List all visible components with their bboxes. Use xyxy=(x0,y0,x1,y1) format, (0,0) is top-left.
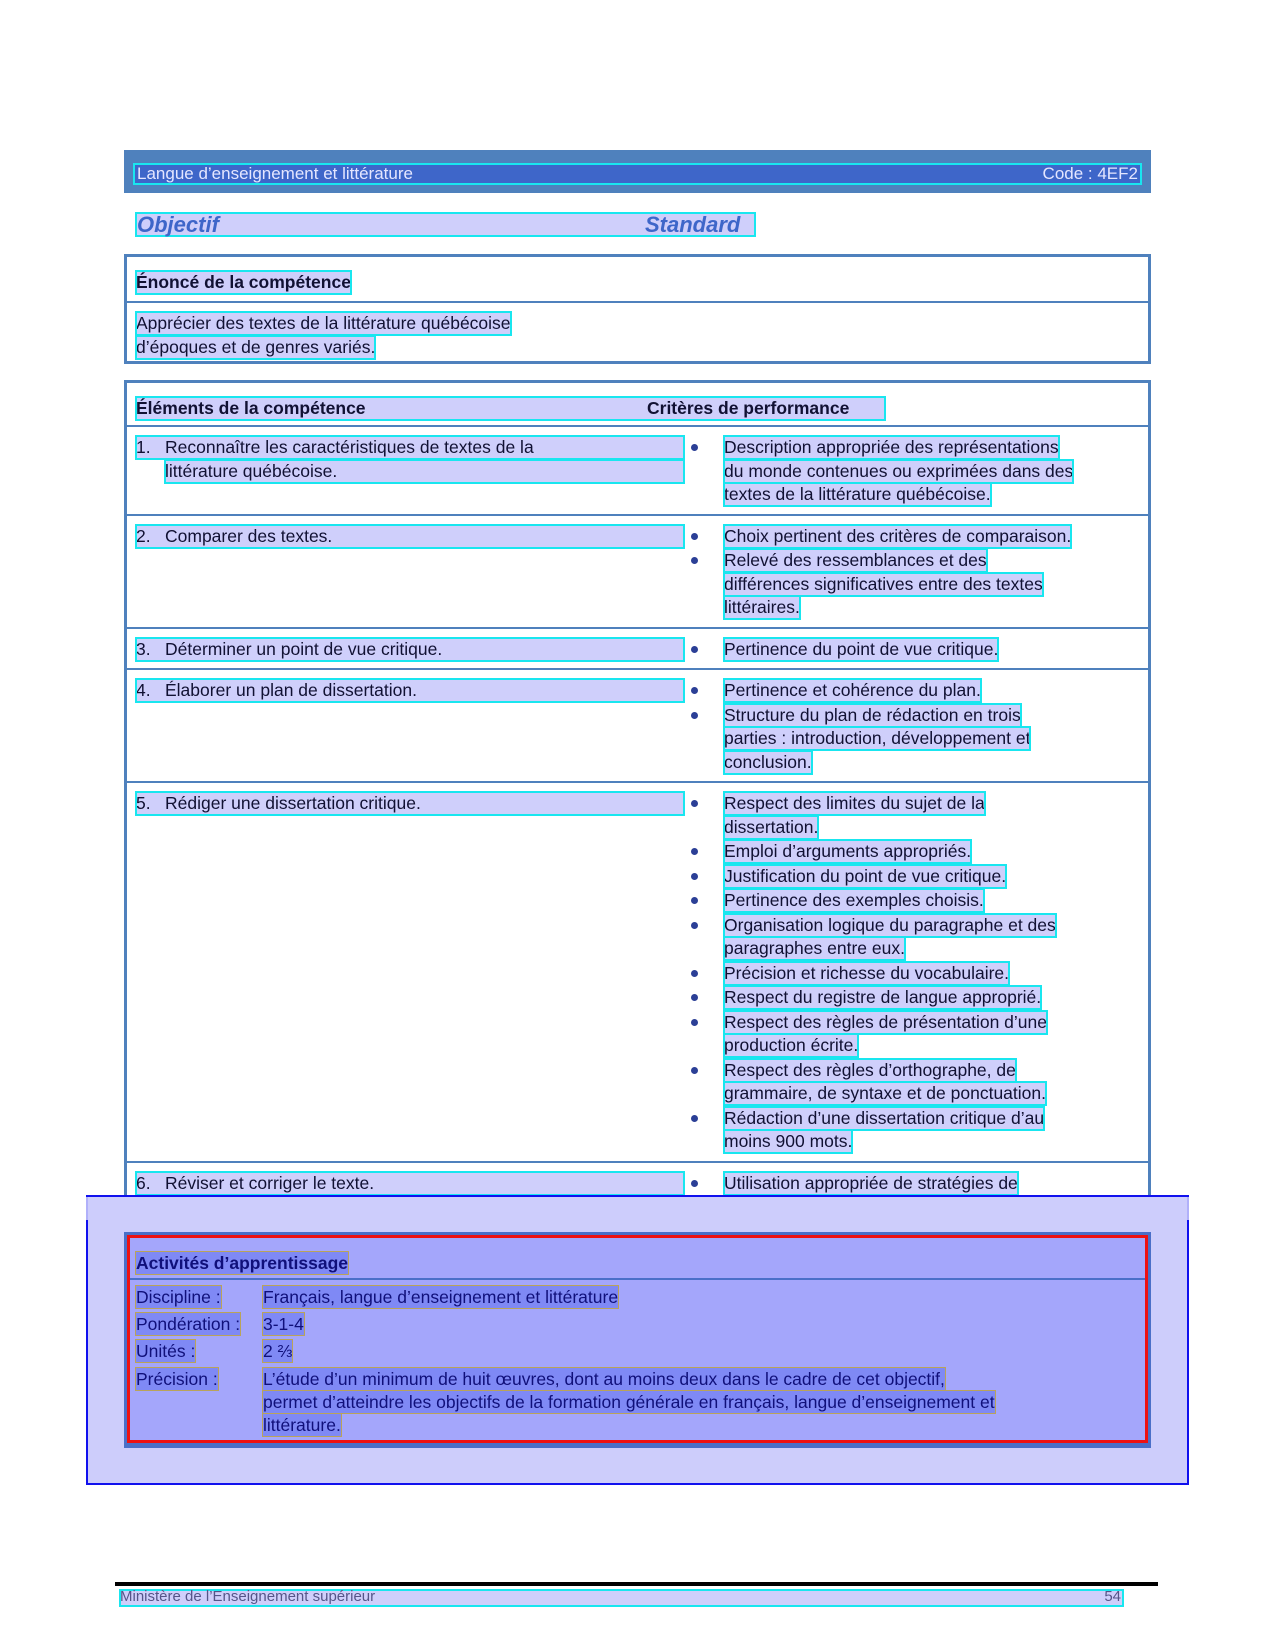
element-number: 1. xyxy=(136,437,151,457)
activites-inner xyxy=(127,1235,1148,1443)
element-label: Comparer des textes. xyxy=(165,525,333,546)
criterion-text: conclusion. xyxy=(724,751,812,772)
field-value: Français, langue d’enseignement et littérature xyxy=(263,1287,619,1307)
criterion-text: Rédaction d’une dissertation critique d’au xyxy=(724,1107,1045,1128)
bullet-icon xyxy=(691,1019,698,1026)
criterion-text: Choix pertinent des critères de comparaison. xyxy=(724,525,1072,546)
criterion-text: Respect des limites du sujet de la xyxy=(724,793,985,813)
col-header-criteres: Critères de performance xyxy=(647,398,850,418)
bullet-icon xyxy=(691,533,698,540)
bullet-icon xyxy=(691,897,698,904)
enonce-box xyxy=(124,254,1151,364)
element-label: Reconnaître les caractéristiques de textes de la xyxy=(165,437,534,457)
bullet-icon xyxy=(691,646,698,653)
footer-ministry: Ministère de l’Enseignement supérieur xyxy=(120,1588,376,1605)
criterion-text: Pertinence des exemples choisis. xyxy=(724,890,984,910)
activites-box xyxy=(124,1232,1151,1448)
bullet-icon xyxy=(691,1067,698,1074)
element-text xyxy=(136,1172,684,1195)
element-text xyxy=(136,436,684,459)
field-value: 2 ⅔ xyxy=(263,1341,293,1361)
criterion-text: Respect du registre de langue approprié. xyxy=(724,987,1042,1007)
enonce-line: d’époques et de genres variés. xyxy=(136,337,376,357)
bullet-icon xyxy=(691,444,698,451)
bullet-icon xyxy=(691,800,698,807)
bullet-icon xyxy=(691,1115,698,1122)
elements-table xyxy=(124,380,1151,1218)
element-number: 6. xyxy=(136,1172,151,1193)
col-header-elements: Éléments de la compétence xyxy=(136,398,366,418)
criterion-text: Utilisation appropriée de stratégies de xyxy=(724,1172,1018,1193)
criterion-text: Structure du plan de rédaction en trois xyxy=(724,704,1021,725)
bullet-icon xyxy=(691,712,698,719)
criterion-text: Précision et richesse du vocabulaire. xyxy=(724,962,1010,983)
element-label: Réviser et corriger le texte. xyxy=(165,1172,375,1193)
element-number: 2. xyxy=(136,525,151,546)
activites-heading: Activités d’apprentissage xyxy=(136,1253,349,1273)
criterion-text: Emploi d’arguments appropriés. xyxy=(724,841,972,861)
field-value: permet d’atteindre les objectifs de la formation générale en français, langue d’enseignement et xyxy=(263,1392,995,1412)
element-text xyxy=(136,638,684,661)
element-label: Déterminer un point de vue critique. xyxy=(165,638,443,659)
element-number: 4. xyxy=(136,680,151,700)
bullet-icon xyxy=(691,994,698,1001)
header-bar xyxy=(124,150,1151,193)
standard-label: Standard xyxy=(645,212,741,237)
row-divider xyxy=(127,627,1148,629)
criterion-text: Respect des règles d’orthographe, de xyxy=(724,1059,1016,1080)
criterion-text: paragraphes entre eux. xyxy=(724,938,905,958)
criterion-text: parties : introduction, développement et xyxy=(724,728,1031,748)
field-label: Pondération : xyxy=(136,1314,241,1334)
element-label: Rédiger une dissertation critique. xyxy=(165,793,421,813)
course-code: Code : 4EF2 xyxy=(1042,164,1138,183)
bullet-icon xyxy=(691,687,698,694)
field-value: littérature. xyxy=(263,1415,341,1435)
elements-header-row xyxy=(136,397,885,420)
criterion-text: Relevé des ressemblances et des xyxy=(724,550,987,570)
criterion-text: Justification du point de vue critique. xyxy=(724,865,1007,886)
page-number: 54 xyxy=(1104,1588,1121,1605)
criterion-text: Pertinence et cohérence du plan. xyxy=(724,680,981,700)
overlay-tint xyxy=(86,1195,1189,1220)
row-divider xyxy=(127,781,1148,783)
criterion-text: grammaire, de syntaxe et de ponctuation. xyxy=(724,1083,1046,1103)
criterion-text: Pertinence du point de vue critique. xyxy=(724,638,999,659)
bullet-icon xyxy=(691,848,698,855)
criterion-text: Respect des règles de présentation d’une xyxy=(724,1011,1047,1032)
field-value: L’étude d’un minimum de huit œuvres, dont au moins deux dans le cadre de cet objectif, xyxy=(263,1369,945,1389)
course-title: Langue d’enseignement et littérature xyxy=(137,164,413,183)
enonce-line: Apprécier des textes de la littérature québécoise xyxy=(136,313,511,333)
criterion-text: dissertation. xyxy=(724,816,819,837)
bullet-icon xyxy=(691,557,698,564)
criterion-text: textes de la littérature québécoise. xyxy=(724,484,991,504)
field-label: Unités : xyxy=(136,1341,196,1361)
footer-rule xyxy=(115,1582,1158,1586)
bullet-icon xyxy=(691,873,698,880)
objective-standard-row xyxy=(136,213,755,236)
criterion-text: littéraires. xyxy=(724,597,800,617)
criterion-text: différences significatives entre des textes xyxy=(724,573,1043,594)
criterion-text: Description appropriée des représentations xyxy=(724,437,1059,457)
element-number: 3. xyxy=(136,638,151,659)
bullet-icon xyxy=(691,1180,698,1187)
header-strip xyxy=(135,165,1140,183)
activites-divider xyxy=(130,1278,1145,1280)
field-label: Discipline : xyxy=(136,1287,221,1307)
field-label: Précision : xyxy=(136,1369,218,1389)
row-divider xyxy=(127,1161,1148,1163)
element-label: Élaborer un plan de dissertation. xyxy=(165,680,417,700)
footer xyxy=(120,1590,1123,1606)
element-text: littérature québécoise. xyxy=(165,460,684,483)
enonce-heading: Énoncé de la compétence xyxy=(136,272,351,292)
element-text xyxy=(136,525,684,548)
criterion-text: production écrite. xyxy=(724,1035,859,1055)
row-divider xyxy=(127,514,1148,516)
element-text xyxy=(136,679,684,702)
criterion-text: Organisation logique du paragraphe et des xyxy=(724,914,1056,935)
criterion-text: moins 900 mots. xyxy=(724,1131,853,1151)
row-divider xyxy=(127,425,1148,427)
criterion-text: du monde contenues ou exprimées dans des xyxy=(724,460,1074,481)
bullet-icon xyxy=(691,970,698,977)
row-divider xyxy=(127,668,1148,670)
enonce-divider xyxy=(127,301,1148,303)
bullet-icon xyxy=(691,922,698,929)
field-value: 3-1-4 xyxy=(263,1314,304,1334)
element-number: 5. xyxy=(136,793,151,813)
element-text xyxy=(136,792,684,815)
objectif-label: Objectif xyxy=(137,212,219,237)
